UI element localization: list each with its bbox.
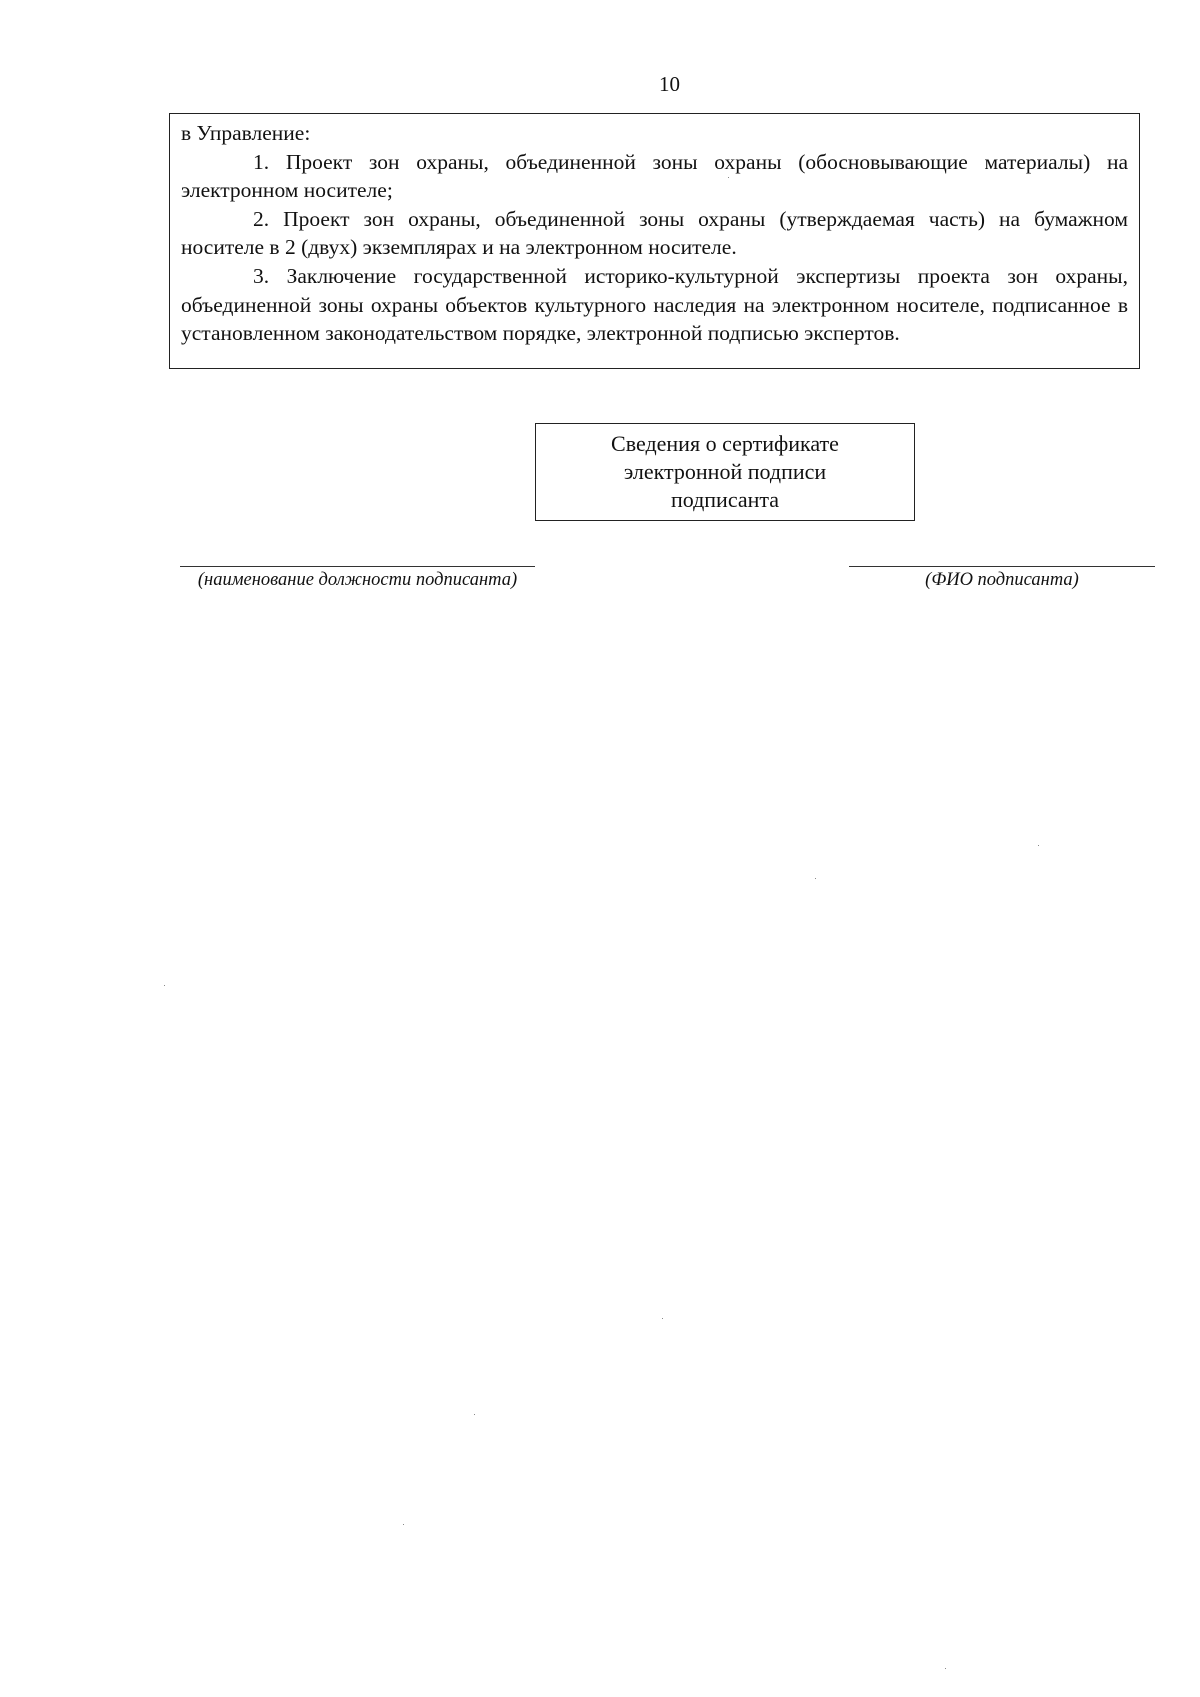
certificate-line-3: подписанта	[670, 487, 780, 512]
certificate-line-1: Сведения о сертификате	[611, 431, 839, 456]
scan-speck	[815, 878, 816, 879]
name-signature-line	[849, 566, 1155, 567]
position-signature-line	[180, 566, 535, 567]
materials-item-3: 3. Заключение государственной историко-культурной экспертизы проекта зон охраны, объединенной зоны охраны объектов культурного наследия на электронном носителе, подписанное в установленном законодательством порядке, электронной подписью экспертов.	[181, 263, 1128, 346]
position-caption: (наименование должности подписанта)	[197, 570, 518, 590]
certificate-info-box	[535, 423, 915, 521]
scan-speck	[164, 985, 165, 986]
materials-item-1: 1. Проект зон охраны, объединенной зоны охраны (обосновывающие материалы) на электронном носителе;	[181, 149, 1128, 203]
scan-speck	[662, 1318, 663, 1319]
scan-speck	[1038, 845, 1039, 846]
name-caption: (ФИО подписанта)	[925, 570, 1079, 590]
scan-speck	[474, 1414, 475, 1415]
scan-speck	[945, 1668, 946, 1669]
materials-item-2: 2. Проект зон охраны, объединенной зоны охраны (утверждаемая часть) на бумажном носителе в 2 (двух) экземплярах и на электронном носителе.	[181, 206, 1128, 260]
materials-box	[169, 113, 1140, 369]
scan-speck	[728, 177, 729, 178]
certificate-line-2: электронной подписи	[623, 459, 827, 484]
scan-speck	[403, 1524, 404, 1525]
materials-intro: в Управление:	[181, 121, 311, 145]
page-number: 10	[659, 72, 680, 96]
